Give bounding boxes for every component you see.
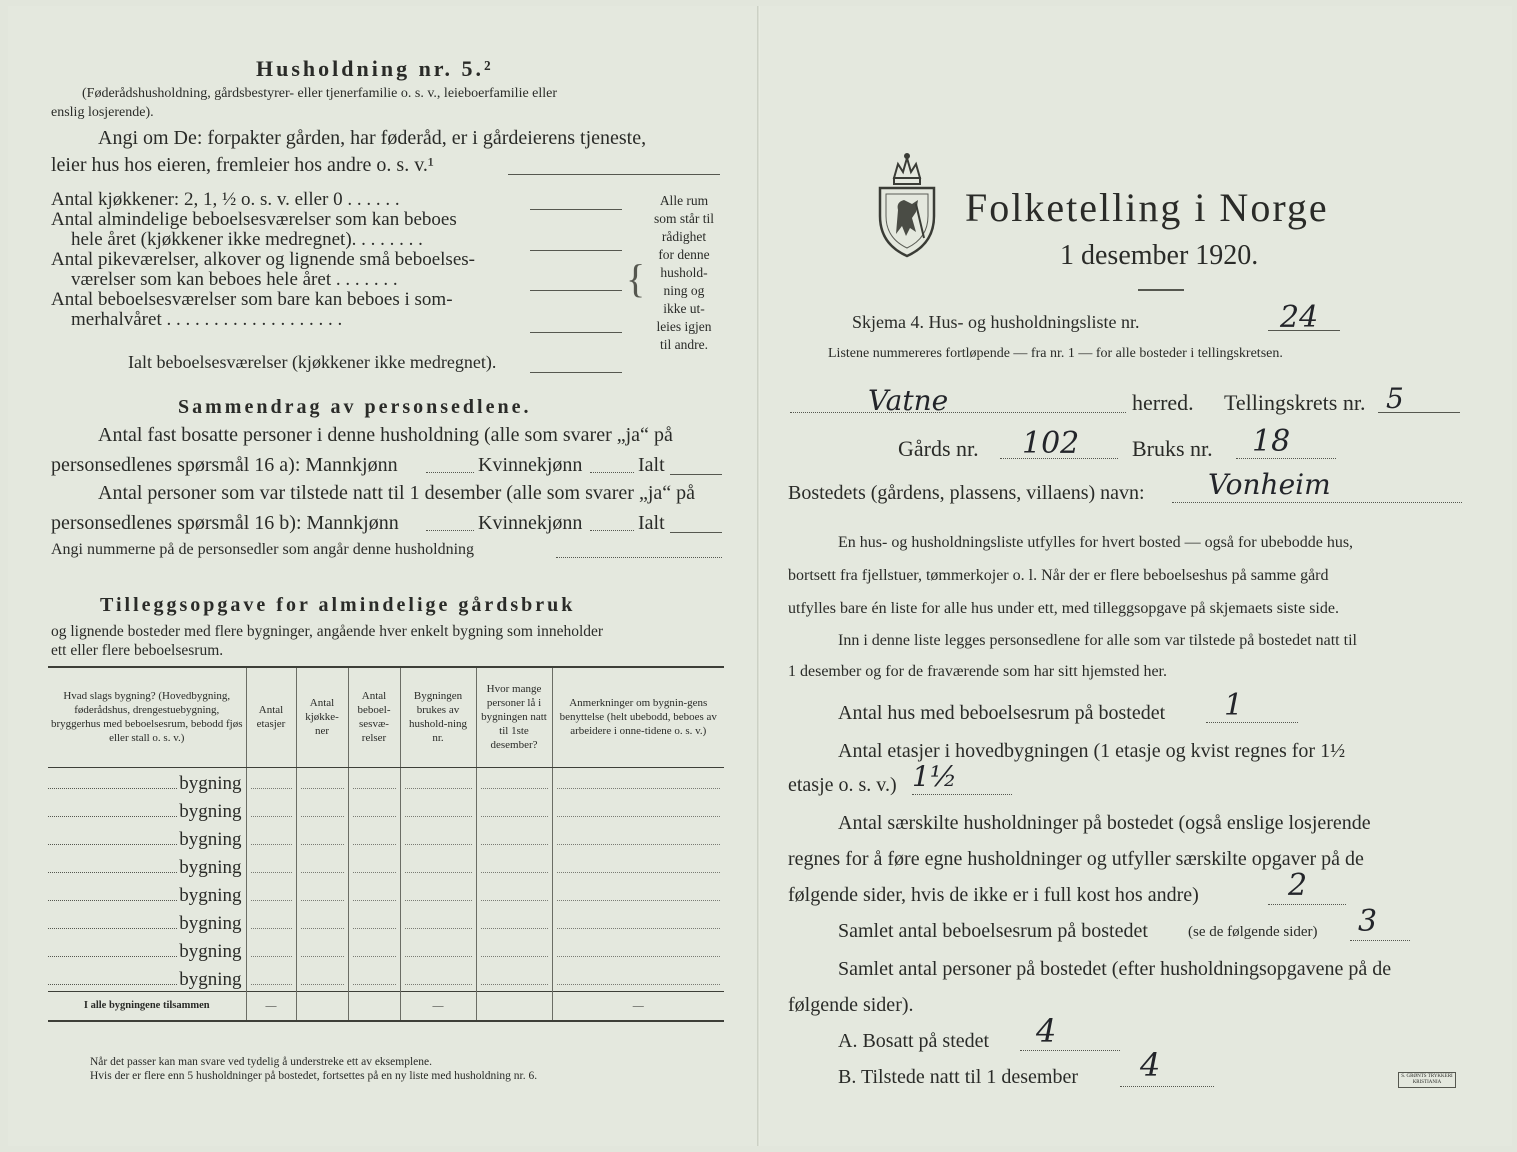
room-q-summer-2: merhalvåret . . . . . . . . . . . . . . . . . . . [71,309,343,330]
bosted-value: Vonheim [1208,468,1331,501]
buildings-table [48,666,724,1022]
tellingskrets-label: Tellingskrets nr. [1224,390,1366,415]
building-value-cell [552,879,724,907]
building-label: bygning [179,773,242,794]
q-houses-line [1206,722,1298,723]
total-line-2 [670,532,722,533]
total-label-cell: I alle bygningene tilsammen [48,991,246,1021]
male-line-2 [426,530,474,531]
census-date: 1 desember 1920. [1060,240,1259,271]
summary-2a: Antal personer som var tilstede natt til 1 desember (alle som svarer „ja“ på [98,482,696,504]
building-value-cell [348,851,400,879]
bosted-label: Bostedets (gårdens, plassens, villaens) navn: [788,482,1145,504]
a-resident-line [1020,1050,1120,1051]
answer-line-kitchens [530,209,622,210]
building-value-cell [476,851,552,879]
skjema-label: Skjema 4. Hus- og husholdningsliste nr. [852,312,1140,332]
angi-nummer-line [556,557,722,558]
building-value-cell [476,907,552,935]
instruction-4: Inn i denne liste legges personsedlene for alle som var tilstede på bostedet natt til [838,632,1357,649]
bruks-value: 18 [1252,424,1291,459]
building-label: bygning [179,968,242,990]
building-value-cell [476,823,552,851]
building-value-cell [348,823,400,851]
household-note-1: (Føderådshusholdning, gårdsbestyrer- eller tjenerfamilie o. s. v., leieboerfamilie eller [82,86,558,101]
female-line-2 [590,530,634,531]
left-page [8,6,760,1146]
bruks-label: Bruks nr. [1132,436,1213,461]
male-line-1 [426,472,474,473]
building-row [48,795,724,823]
b-present-line [1120,1086,1214,1087]
building-value-cell [400,851,476,879]
col-kitchens: Antal kjøkke-ner [296,667,348,767]
instruction-1: En hus- og husholdningsliste utfylles for hvert bosted — også for ubebodde hus, [838,534,1354,551]
building-value-cell [476,935,552,963]
side-note: Alle rum som står til rådighet for denne hushold- ning og ikke ut- leies igjen til andre. [654,193,714,352]
coat-of-arms-icon [872,152,942,260]
building-label: bygning [179,829,242,850]
building-value-cell [476,795,552,823]
tillegg-line-2: ett eller flere beboelsesrum. [51,642,224,659]
building-value-cell [552,823,724,851]
q-persons-1: Samlet antal personer på bostedet (efter husholdningsopgavene på de [838,958,1392,980]
total-value-cell [476,991,552,1021]
instruction-5: 1 desember og for de fraværende som har sitt hjemsted her. [788,663,1167,680]
q-floors-line [912,794,1012,795]
brace: { [626,256,646,301]
q-households-1: Antal særskilte husholdninger på bostedet (også enslige losjerende [838,812,1371,834]
building-type-cell [48,963,246,991]
gards-label: Gårds nr. [898,436,979,461]
col-remarks: Anmerkninger om bygnin-gens benyttelse (helt ubebodd, beboes av arbeidere i onne-tidene o. s. v.) [552,667,724,767]
room-q-kitchens: Antal kjøkkener: 2, 1, ½ o. s. v. eller 0 . . . . . . [51,189,400,210]
q-houses: Antal hus med beboelsesrum på bostedet [838,702,1166,724]
female-label-1: Kvinnekjønn [478,454,583,476]
building-value-cell [246,935,296,963]
instruction-3: utfylles bare én liste for alle hus under ett, med tilleggsopgave på skjemaets siste side. [788,600,1339,617]
building-value-cell [400,879,476,907]
female-line-1 [590,472,634,473]
building-value-cell [552,767,724,795]
listene-note: Listene nummereres fortløpende — fra nr. 1 — for alle bosteder i tellingskretsen. [828,346,1283,361]
building-label: bygning [179,801,242,822]
total-value-cell [348,991,400,1021]
building-value-cell [348,935,400,963]
a-resident-label: A. Bosatt på stedet [838,1030,990,1052]
q-floors-2: etasje o. s. v.) [788,774,897,796]
building-type-cell [48,851,246,879]
room-questions [51,190,475,330]
building-label: bygning [179,857,242,878]
q-rooms-value: 3 [1358,904,1378,939]
building-value-cell [246,963,296,991]
herred-label: herred. [1132,390,1194,415]
building-value-cell [246,767,296,795]
building-value-cell [348,879,400,907]
summary-2b: personsedlenes spørsmål 16 b): Mannkjønn [51,512,399,534]
angi-line-2: leier hus hos eieren, fremleier hos andre o. s. v.¹ [51,154,434,176]
col-household: Bygningen brukes av hushold-ning nr. [400,667,476,767]
q-floors-1: Antal etasjer i hovedbygningen (1 etasje og kvist regnes for 1½ [838,740,1346,762]
building-type-cell [48,767,246,795]
building-row [48,767,724,795]
q-rooms: Samlet antal beboelsesrum på bostedet [838,920,1148,942]
total-value-cell: — [246,991,296,1021]
building-value-cell [400,935,476,963]
angi-nummer: Angi nummerne på de personsedler som angår denne husholdning [51,541,475,558]
rooms-total-label: Ialt beboelsesværelser (kjøkkener ikke medregnet). [128,352,497,372]
herred-line [790,412,1126,413]
q-households-3: følgende sider, hvis de ikke er i full kost hos andre) [788,884,1199,906]
b-present-label: B. Tilstede natt til 1 desember [838,1066,1078,1088]
female-label-2: Kvinnekjønn [478,512,583,534]
total-value-cell: — [400,991,476,1021]
gards-value: 102 [1022,426,1080,461]
building-value-cell [348,907,400,935]
answer-line-ordinary [530,250,622,251]
q-households-value: 2 [1288,868,1308,903]
building-value-cell [296,823,348,851]
answer-line-small [530,290,622,291]
building-value-cell [552,963,724,991]
col-building-type: Hvad slags bygning? (Hovedbygning, føderådshus, drengestuebygning, bryggerhus med beboelsesrum, bebodd fjøs eller stall o. s. v.) [48,667,246,767]
building-value-cell [296,963,348,991]
col-persons: Hvor mange personer lå i bygningen natt til 1ste desember? [476,667,552,767]
room-q-small-2: værelser som kan beboes hele året . . . . . . . [71,269,398,290]
building-value-cell [348,963,400,991]
building-value-cell [296,907,348,935]
building-value-cell [400,823,476,851]
answer-line-total [530,372,622,373]
building-value-cell [296,851,348,879]
building-type-cell [48,935,246,963]
total-value-cell: — [552,991,724,1021]
building-type-cell [48,795,246,823]
building-label: bygning [179,885,242,906]
angi-line-1: Angi om De: forpakter gården, har føderåd, er i gårdeierens tjeneste, [98,127,647,149]
building-value-cell [400,963,476,991]
building-label: bygning [179,913,242,934]
building-value-cell [400,907,476,935]
total-value-cell [296,991,348,1021]
main-title: Folketelling i Norge [965,185,1329,230]
q-houses-value: 1 [1224,688,1244,723]
printer-stamp: S. GRØNTS TRYKKERI KRISTIANIA [1398,1072,1456,1088]
q-rooms-small: (se de følgende sider) [1188,924,1318,940]
tellingskrets-value: 5 [1386,382,1404,415]
building-value-cell [246,823,296,851]
total-label-2: Ialt [638,512,665,534]
building-value-cell [552,795,724,823]
building-value-cell [246,907,296,935]
q-rooms-line [1350,940,1410,941]
building-value-cell [246,795,296,823]
building-value-cell [296,767,348,795]
bosted-line [1172,502,1462,503]
building-value-cell [552,907,724,935]
q-households-line [1268,904,1346,905]
b-present-value: 4 [1140,1046,1161,1084]
room-q-summer-1: Antal beboelsesværelser som bare kan beboes i som- [51,289,453,310]
title-rule [1138,289,1184,291]
building-row [48,935,724,963]
building-value-cell [400,767,476,795]
q-households-2: regnes for å føre egne husholdninger og utfyller særskilte opgaver på de [788,848,1364,870]
right-page [760,6,1512,1146]
tillegg-line-1: og lignende bosteder med flere bygninger, angående hver enkelt bygning som inneholder [51,623,604,640]
building-value-cell [476,767,552,795]
a-resident-value: 4 [1036,1012,1057,1050]
total-line-1 [670,474,722,475]
building-value-cell [552,851,724,879]
building-value-cell [476,963,552,991]
household-note-2: enslig losjerende). [51,105,154,120]
building-type-cell [48,879,246,907]
instruction-2: bortsett fra fjellstuer, tømmerkojer o. l. Når der er flere beboelseshus på samme gård [788,567,1329,584]
building-label: bygning [179,941,242,962]
q-persons-2: følgende sider). [788,994,914,1016]
building-row [48,907,724,935]
building-value-cell [246,879,296,907]
building-value-cell [348,795,400,823]
building-value-cell [296,879,348,907]
room-q-ordinary-1: Antal almindelige beboelsesværelser som kan beboes [51,209,457,230]
total-row [48,991,724,1021]
building-value-cell [246,851,296,879]
tillegg-title: Tilleggsopgave for almindelige gårdsbruk [100,594,576,616]
footnote-2: Hvis der er flere enn 5 husholdninger på bostedet, fortsettes på en ny liste med husholdning nr. 6. [90,1070,538,1082]
building-type-cell [48,907,246,935]
building-value-cell [348,767,400,795]
building-value-cell [552,935,724,963]
col-rooms: Antal beboel-sesvæ-relser [348,667,400,767]
footnote-1: Når det passer kan man svare ved tydelig å understreke ett av eksemplene. [90,1056,432,1068]
building-row [48,879,724,907]
answer-line-summer [530,332,622,333]
building-value-cell [296,795,348,823]
buildings-table-body [48,767,724,1021]
building-type-cell [48,823,246,851]
summary-title: Sammendrag av personsedlene. [178,396,532,418]
summary-1b: personsedlenes spørsmål 16 a): Mannkjønn [51,454,398,476]
room-q-ordinary-2: hele året (kjøkkener ikke medregnet). . . . . . . . [71,229,423,250]
col-floors: Antal etasjer [246,667,296,767]
household-title: Husholdning nr. 5.² [256,56,494,81]
building-value-cell [476,879,552,907]
room-q-small-1: Antal pikeværelser, alkover og lignende små beboelses- [51,249,475,270]
building-row [48,851,724,879]
angi-answer-line [508,174,720,175]
building-row [48,823,724,851]
herred-value: Vatne [868,384,949,417]
q-floors-value: 1½ [912,760,957,793]
skjema-number: 24 [1280,300,1319,335]
building-row [48,963,724,991]
summary-1a: Antal fast bosatte personer i denne husholdning (alle som svarer „ja“ på [98,424,673,446]
building-value-cell [296,935,348,963]
building-value-cell [400,795,476,823]
total-label-1: Ialt [638,454,665,476]
